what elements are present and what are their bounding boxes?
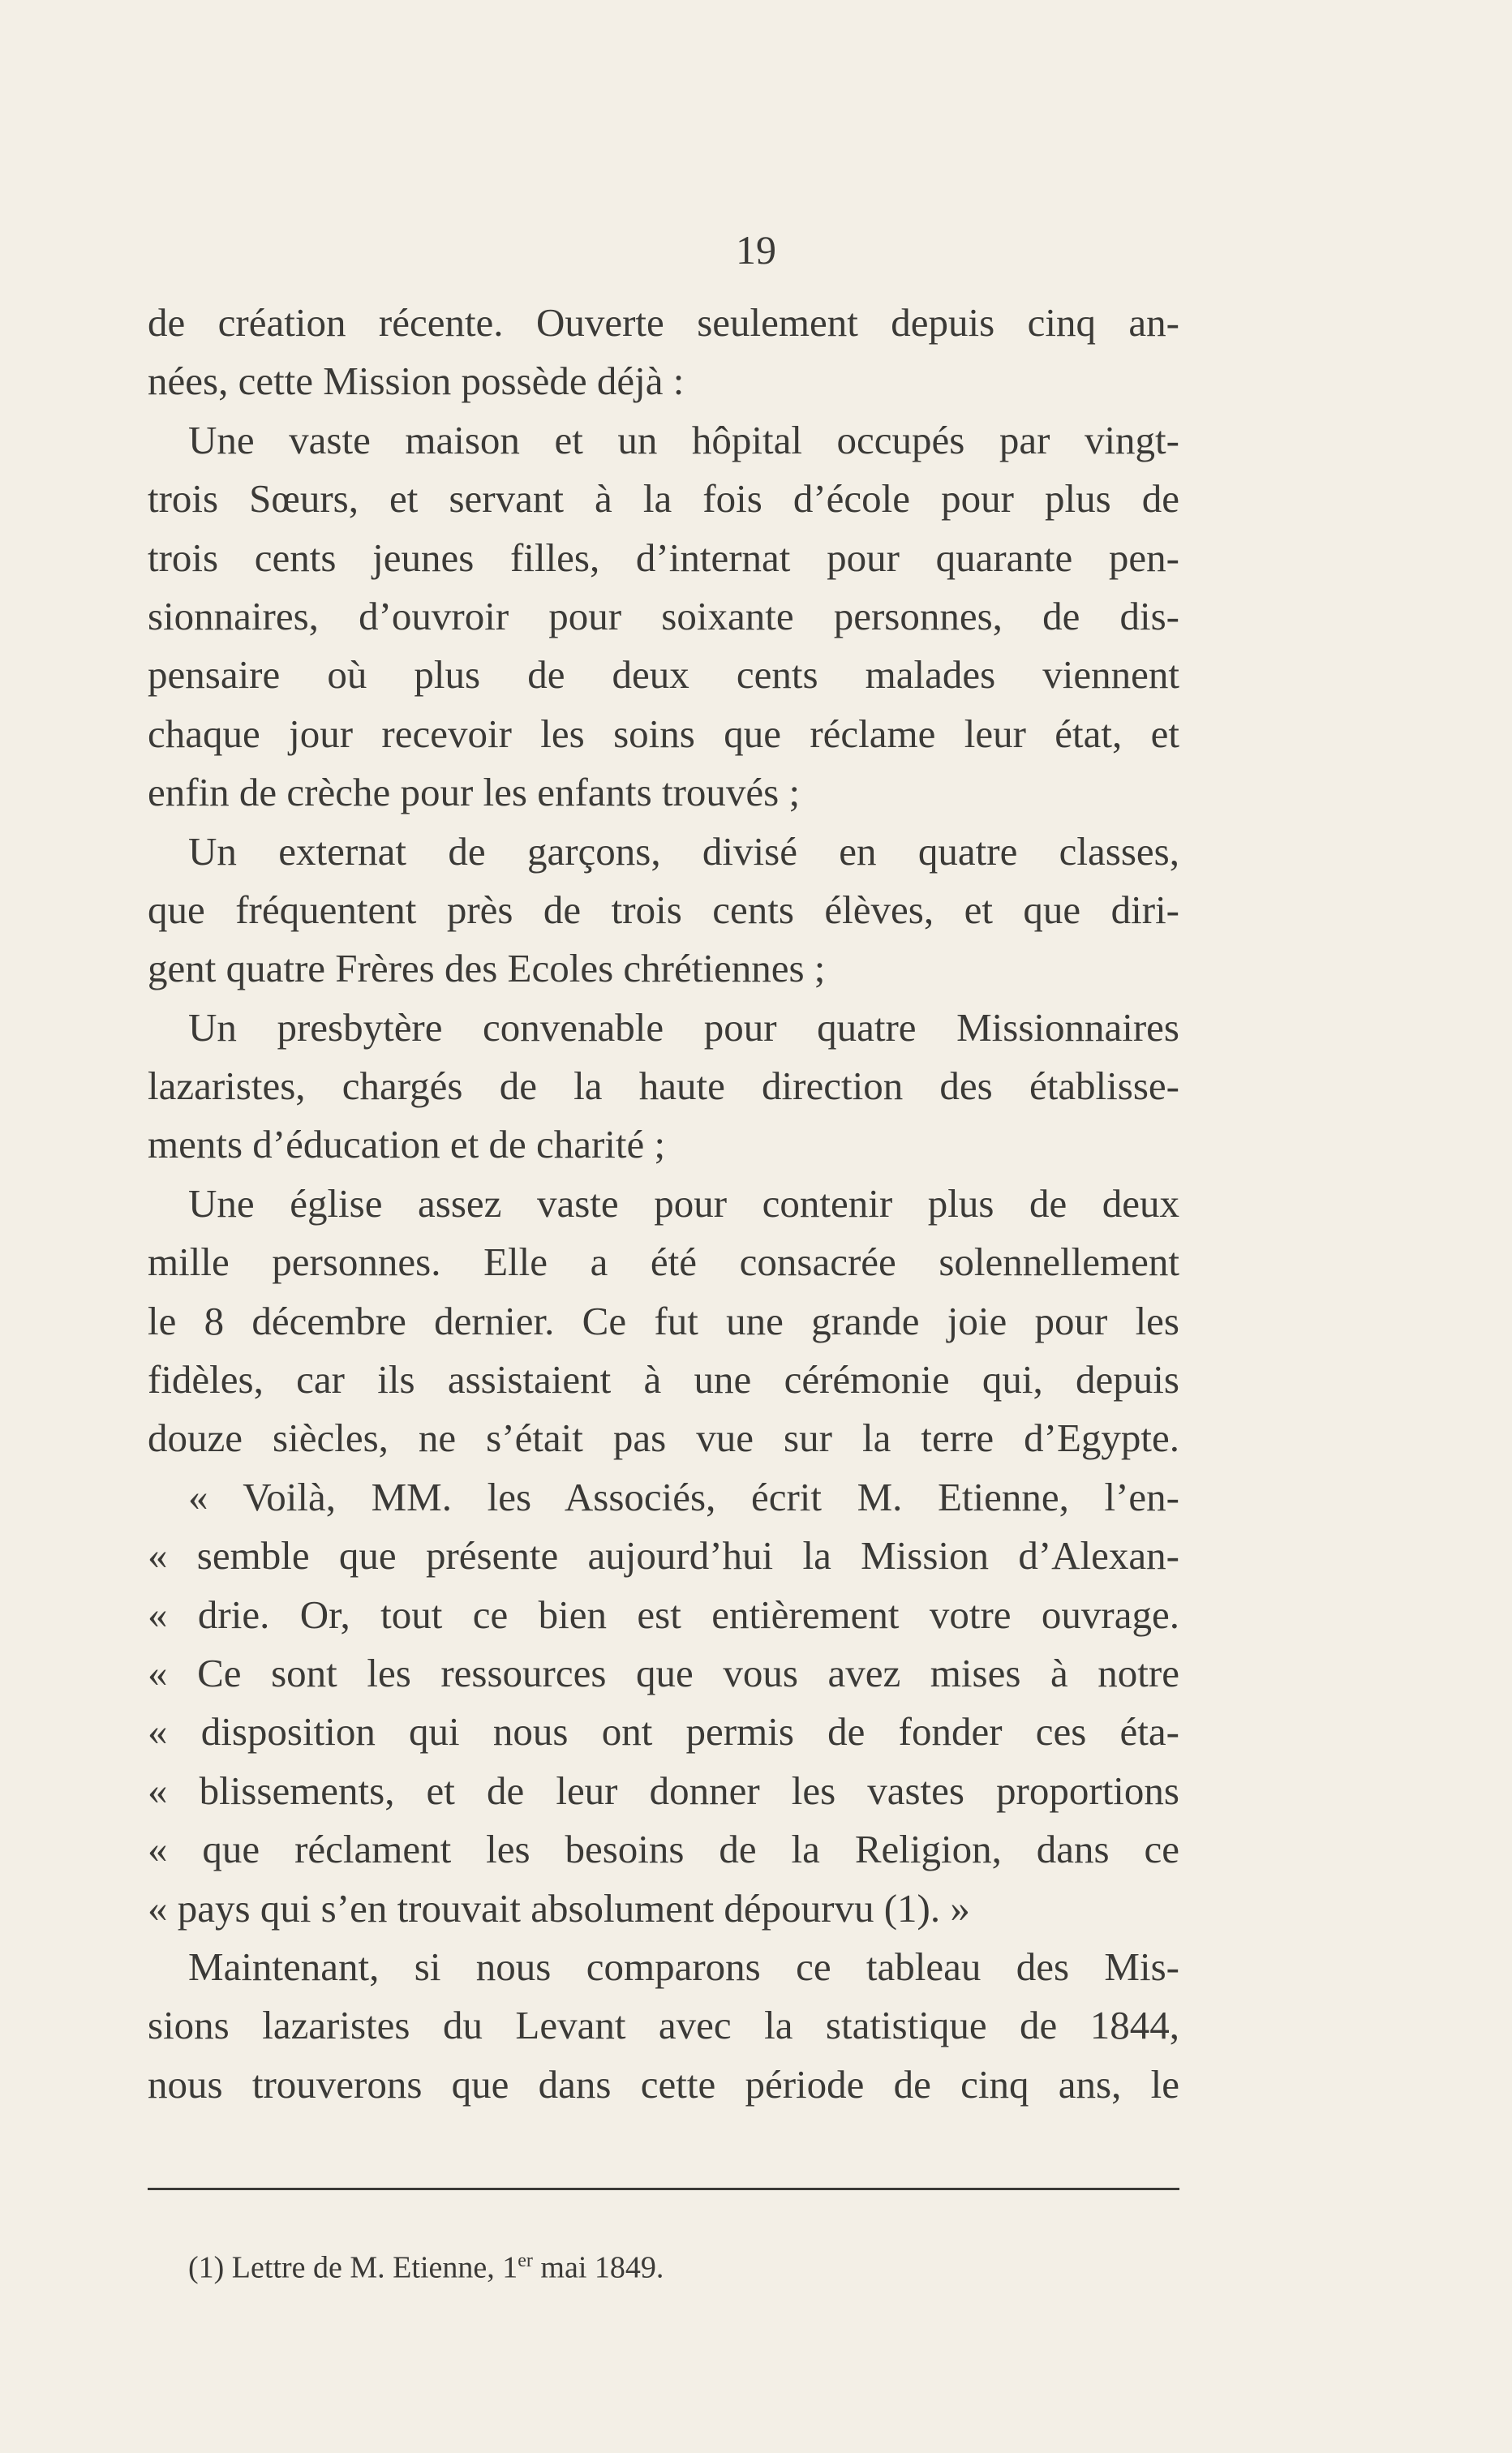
text-line: nous trouverons que dans cette période de cinq ans, le bbox=[148, 2061, 1179, 2107]
text-line: enfin de crèche pour les enfants trouvés ; bbox=[148, 770, 801, 815]
text-line: sionnaires, d’ouvroir pour soixante personnes, de dis- bbox=[148, 593, 1179, 638]
footnote-text: (1) Lettre de M. Etienne, 1 bbox=[188, 2250, 518, 2285]
text-line: mille personnes. Elle a été consacrée solennellement bbox=[148, 1239, 1179, 1285]
text-line: trois cents jeunes filles, d’internat pour quarante pen- bbox=[148, 535, 1179, 580]
text-line: trois Sœurs, et servant à la fois d’école pour plus de bbox=[148, 476, 1179, 522]
text-line: nées, cette Mission possède déjà : bbox=[148, 359, 685, 404]
text-line: « drie. Or, tout ce bien est entièrement votre ouvrage. bbox=[148, 1592, 1179, 1637]
body-text bbox=[148, 294, 1179, 2114]
text-line: Une église assez vaste pour contenir plus de deux bbox=[188, 1180, 1179, 1226]
text-line: que fréquentent près de trois cents élèves, et que diri- bbox=[148, 887, 1179, 932]
text-line: sions lazaristes du Levant avec la statistique de 1844, bbox=[148, 2003, 1179, 2048]
text-line: ments d’éducation et de charité ; bbox=[148, 1122, 666, 1167]
text-line: « Voilà, MM. les Associés, écrit M. Etienne, l’en- bbox=[188, 1474, 1179, 1519]
text-line: « Ce sont les ressources que vous avez mises à notre bbox=[148, 1650, 1179, 1695]
text-line: Un presbytère convenable pour quatre Missionnaires bbox=[188, 1004, 1179, 1050]
text-line: « que réclament les besoins de la Religion, dans ce bbox=[148, 1827, 1179, 1872]
text-line: « disposition qui nous ont permis de fonder ces éta- bbox=[148, 1709, 1179, 1755]
text-line: « semble que présente aujourd’hui la Mission d’Alexan- bbox=[148, 1533, 1179, 1579]
text-line: douze siècles, ne s’était pas vue sur la terre d’Egypte. bbox=[148, 1416, 1179, 1461]
text-line: Un externat de garçons, divisé en quatre classes, bbox=[188, 828, 1179, 874]
text-line: de création récente. Ouverte seulement depuis cinq an- bbox=[148, 300, 1179, 345]
text-line: chaque jour recevoir les soins que réclame leur état, et bbox=[148, 711, 1179, 756]
text-line: lazaristes, chargés de la haute direction des établisse- bbox=[148, 1063, 1179, 1109]
text-line: Une vaste maison et un hôpital occupés par vingt- bbox=[188, 417, 1179, 462]
text-line: pensaire où plus de deux cents malades viennent bbox=[148, 652, 1179, 698]
footnote bbox=[188, 2240, 664, 2288]
page-number: 19 bbox=[736, 227, 776, 273]
text-line: « blissements, et de leur donner les vastes proportions bbox=[148, 1768, 1179, 1813]
text-line: « pays qui s’en trouvait absolument dépourvu (1). » bbox=[148, 1885, 970, 1931]
footnote-superscript: er bbox=[518, 2250, 533, 2271]
text-line: fidèles, car ils assistaient à une cérémonie qui, depuis bbox=[148, 1357, 1179, 1403]
text-line: gent quatre Frères des Ecoles chrétiennes ; bbox=[148, 946, 826, 991]
text-line: Maintenant, si nous comparons ce tableau des Mis- bbox=[188, 1944, 1179, 1989]
text-line: le 8 décembre dernier. Ce fut une grande joie pour les bbox=[148, 1298, 1179, 1343]
footnote-divider bbox=[148, 2188, 1179, 2190]
footnote-date: mai 1849. bbox=[532, 2250, 664, 2285]
